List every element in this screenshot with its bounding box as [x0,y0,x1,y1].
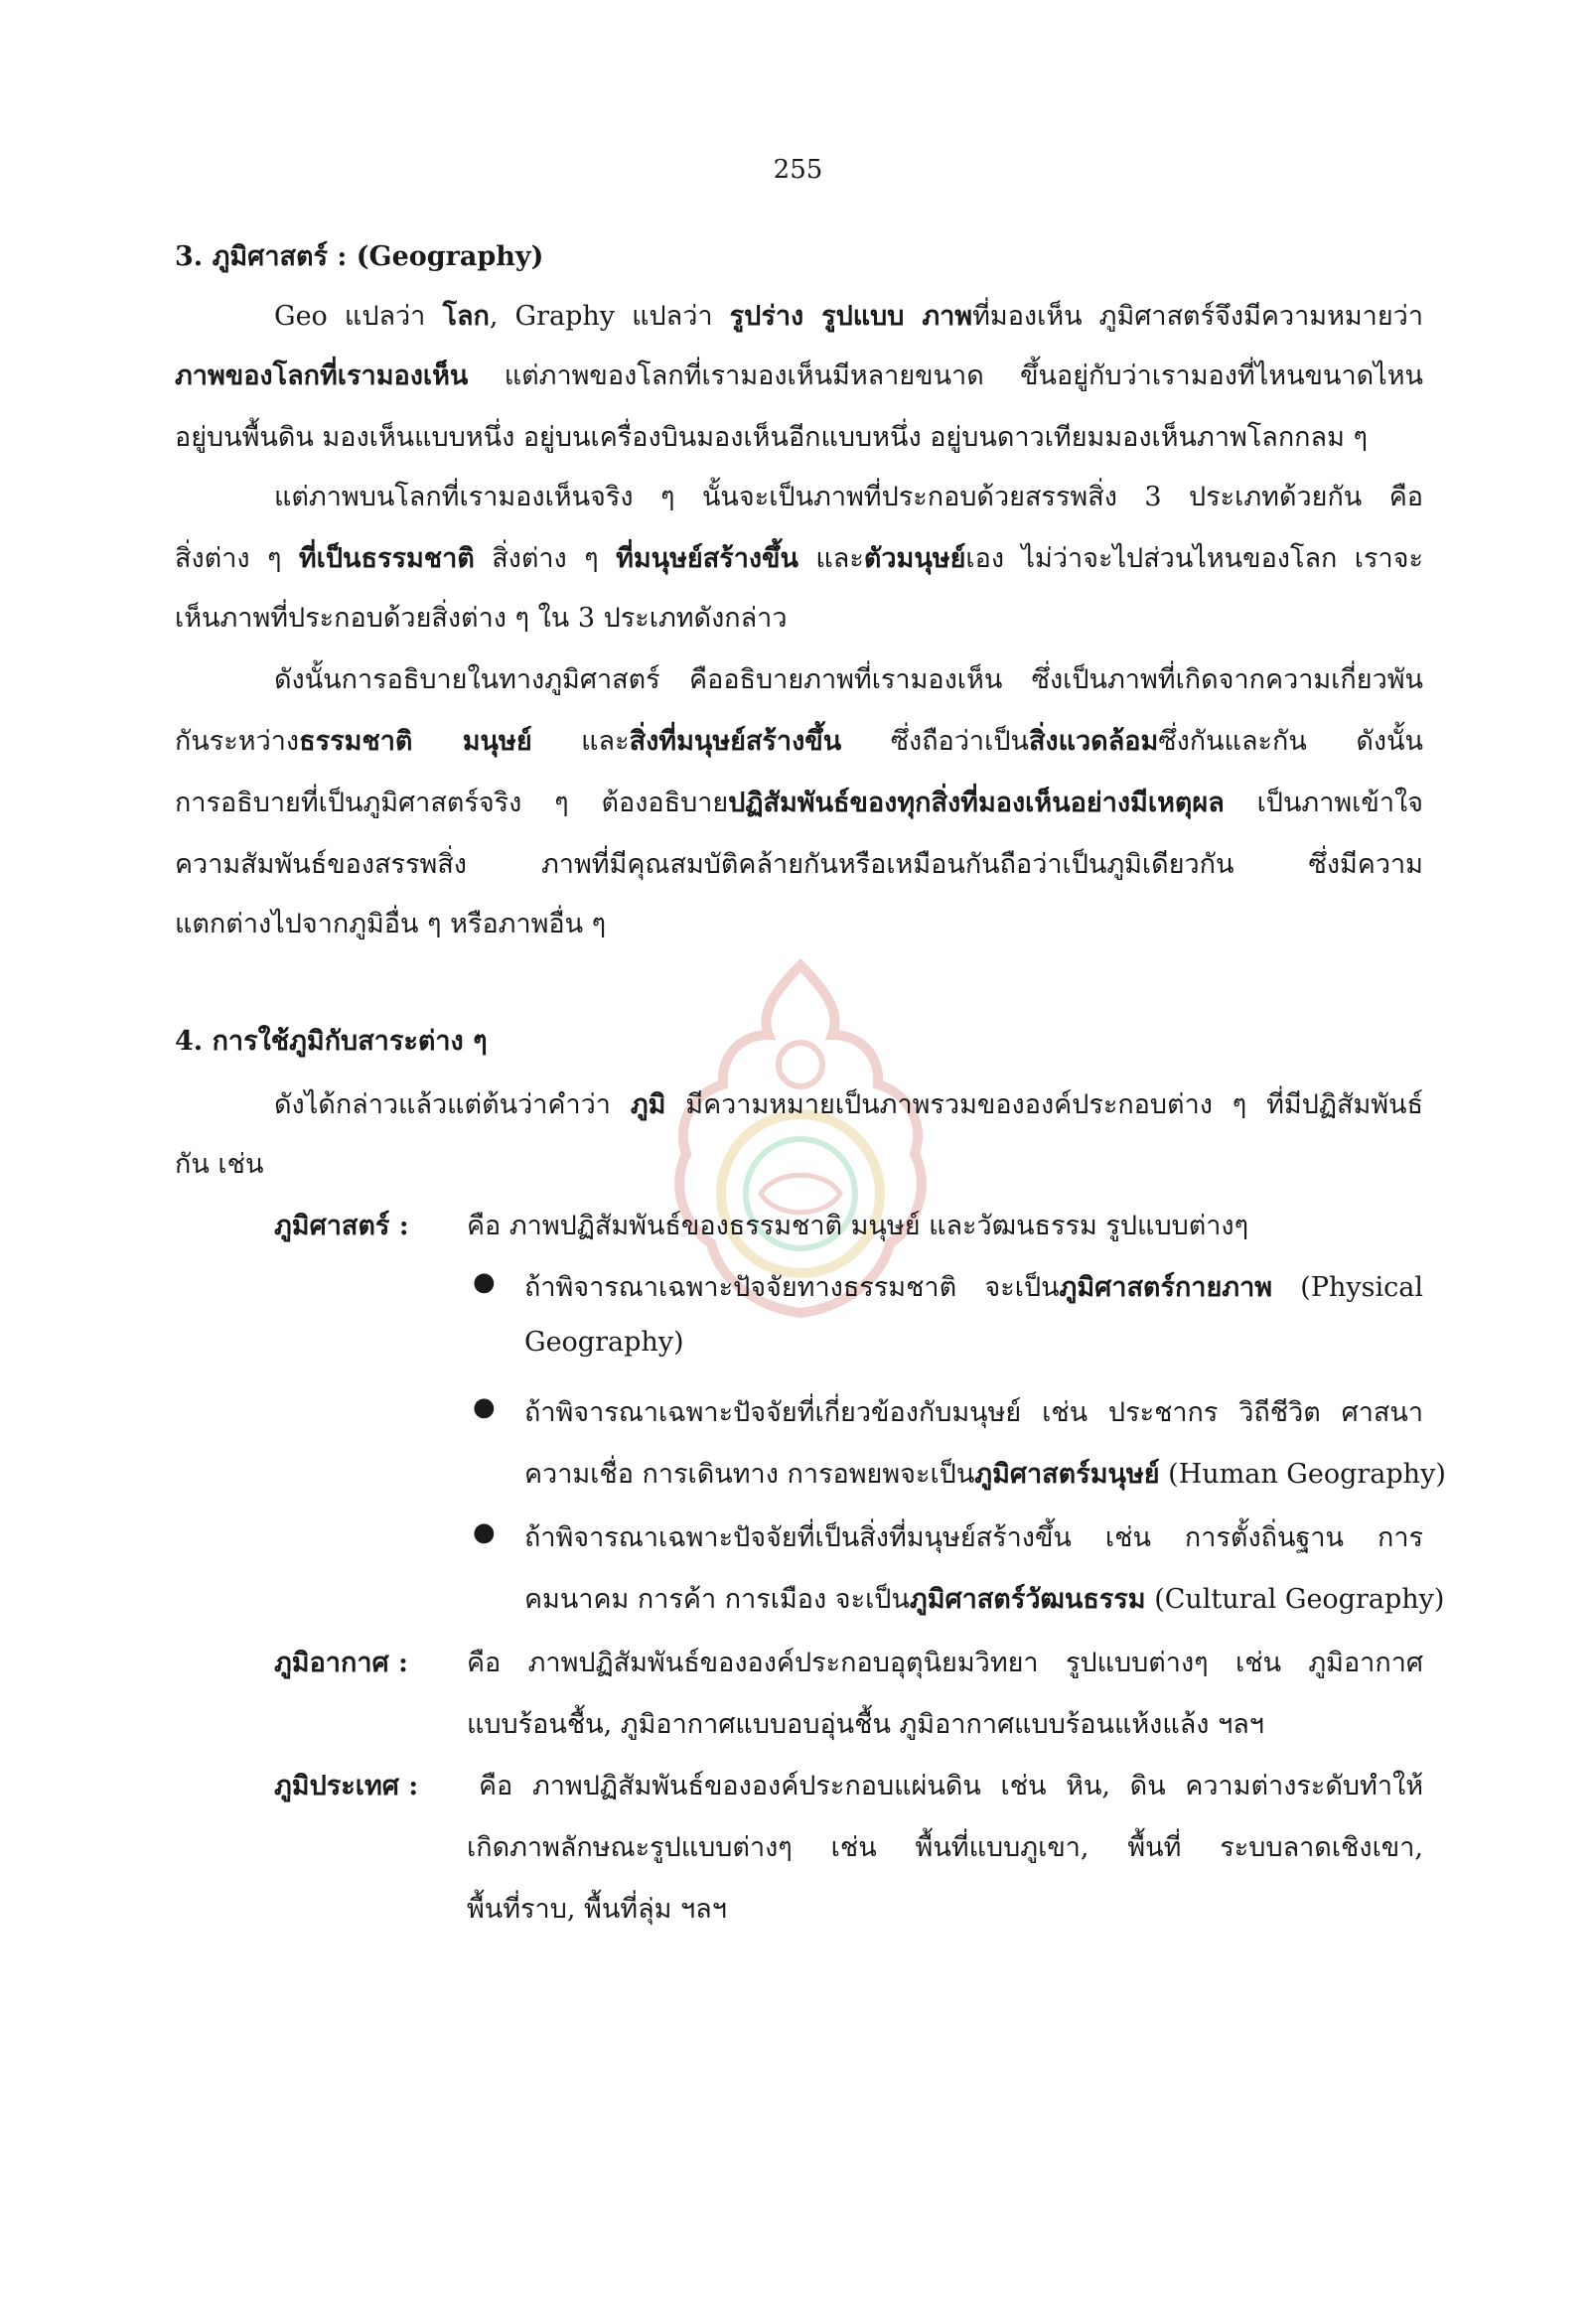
bold-text-run: โลก [442,301,490,332]
bold-text-run: ภูมิศาสตร์กายภาพ [1059,1272,1273,1303]
text-run: ที่มองเห็น ภูมิศาสตร์จึงมีความหมายว่า [972,301,1423,332]
text-run: (Human Geography) [1159,1459,1446,1490]
text-run: (Cultural Geography) [1145,1584,1445,1615]
bold-text-run: ภูมิ [630,1089,666,1120]
climate-line1: คือ ภาพปฏิสัมพันธ์ขององค์ประกอบอุตุนิยมวิทยา รูปแบบต่างๆ เช่น ภูมิอากาศ [467,1648,1423,1678]
bold-text-run: สิ่งที่มนุษย์สร้างขึ้น [629,726,842,757]
text-run: สิ่งต่าง ๆ [175,543,299,574]
text-run: ดังได้กล่าวแล้วแต่ต้นว่าคำว่า [274,1089,631,1120]
page-number: 255 [773,155,823,185]
term-geography: ภูมิศาสตร์ : [274,1211,409,1241]
text-run: การอธิบายที่เป็นภูมิศาสตร์จริง ๆ ต้องอธิบาย [175,788,729,818]
text-run: สิ่งต่าง ๆ [474,543,617,574]
text-run: ความเชื่อ การเดินทาง การอพยพจะเป็น [524,1459,975,1490]
text-run: และ [798,543,864,574]
bold-text-run: ธรรมชาติ มนุษย์ [299,726,532,757]
section-3-p1-line2 [175,354,1423,396]
section-4-intro-line1 [274,1082,1423,1125]
section-3-p3-line1: ดังนั้นการอธิบายในทางภูมิศาสตร์ คืออธิบายภาพที่เรามองเห็น ซึ่งเป็นภาพที่เกิดจากความเกี่ยวพัน [274,664,1423,695]
geography-definition: คือ ภาพปฏิสัมพันธ์ของธรรมชาติ มนุษย์ และวัฒนธรรม รูปแบบต่างๆ [467,1211,1249,1241]
section-3-p1-line3: อยู่บนพื้นดิน มองเห็นแบบหนึ่ง อยู่บนเครื่องบินมองเห็นอีกแบบหนึ่ง อยู่บนดาวเทียมมองเห็นภาพโลกกลม ๆ [175,422,1368,453]
bold-text-run: ที่มนุษย์สร้างขึ้น [616,543,798,574]
section-3-p3-line5: แตกต่างไปจากภูมิอื่น ๆ หรือภาพอื่น ๆ [175,909,607,939]
bold-text-run: สิ่งแวดล้อม [1028,726,1159,757]
text-run: เอง ไม่ว่าจะไปส่วนไหนของโลก เราจะ [965,543,1423,574]
geography-bullet1-line2: Geography) [524,1327,684,1358]
text-run: , Graphy แปลว่า [489,301,730,332]
section-3-p2-line1: แต่ภาพบนโลกที่เรามองเห็นจริง ๆ นั้นจะเป็นภาพที่ประกอบด้วยสรรพสิ่ง 3 ประเภทด้วยกัน คือ [274,482,1423,512]
text-run: แต่ภาพของโลกที่เรามองเห็นมีหลายขนาด ขึ้นอยู่กับว่าเรามองที่ไหนขนาดไหน [468,360,1423,391]
text-run: Geo แปลว่า [274,301,443,332]
geography-bullet2-line1: ถ้าพิจารณาเฉพาะปัจจัยที่เกี่ยวข้องกับมนุษย์ เช่น ประชากร วิถีชีวิต ศาสนา [524,1397,1423,1428]
section-3-p3-line2 [175,719,1423,762]
section-3-p3-line3 [175,781,1423,823]
section-3-p2-line2 [175,536,1423,579]
section-4-heading: 4. การใช้ภูมิกับสาระต่าง ๆ [175,1026,488,1057]
bold-text-run: ภูมิศาสตร์มนุษย์ [974,1459,1160,1490]
geography-bullet2-line2 [524,1452,1446,1495]
bullet-icon: ● [473,1267,496,1297]
text-run: คมนาคม การค้า การเมือง จะเป็น [524,1584,910,1615]
term-climate: ภูมิอากาศ : [274,1648,408,1678]
section-3-p1-line1 [274,294,1423,337]
bullet-icon: ● [473,1392,496,1422]
bold-text-run: ภาพของโลกที่เรามองเห็น [175,360,469,391]
section-3-p3-line4: ความสัมพันธ์ของสรรพสิ่ง ภาพที่มีคุณสมบัติคล้ายกันหรือเหมือนกันถือว่าเป็นภูมิเดียวกัน ซึ่งมีความ [175,849,1423,880]
text-run: ซึ่งกันและกัน ดังนั้น [1158,726,1423,757]
geography-bullet1-line1 [524,1265,1423,1308]
text-run: มีความหมายเป็นภาพรวมขององค์ประกอบต่าง ๆ ที่มีปฏิสัมพันธ์ [665,1089,1423,1120]
terrain-line3: พื้นที่ราบ, พื้นที่ลุ่ม ฯลฯ [467,1894,727,1925]
terrain-line1: คือ ภาพปฏิสัมพันธ์ขององค์ประกอบแผ่นดิน เช่น หิน, ดิน ความต่างระดับทำให้ [479,1771,1423,1801]
bold-text-run: ปฏิสัมพันธ์ของทุกสิ่งที่มองเห็นอย่างมีเหตุผล [728,788,1225,818]
terrain-line2: เกิดภาพลักษณะรูปแบบต่างๆ เช่น พื้นที่แบบภูเขา, พื้นที่ ระบบลาดเชิงเขา, [467,1832,1423,1863]
bold-text-run: ภูมิศาสตร์วัฒนธรรม [909,1584,1146,1615]
climate-line2: แบบร้อนชื้น, ภูมิอากาศแบบอบอุ่นชื้น ภูมิอากาศแบบร้อนแห้งแล้ง ฯลฯ [467,1709,1264,1740]
bullet-icon: ● [473,1517,496,1547]
section-4-intro-line2: กัน เช่น [175,1149,264,1180]
term-terrain: ภูมิประเทศ : [274,1771,419,1801]
geography-bullet3-line1: ถ้าพิจารณาเฉพาะปัจจัยที่เป็นสิ่งที่มนุษย์สร้างขึ้น เช่น การตั้งถิ่นฐาน การ [524,1522,1423,1553]
text-run: (Physical [1272,1272,1423,1303]
text-run: ซึ่งถือว่าเป็น [841,726,1029,757]
bold-text-run: รูปร่าง รูปแบบ ภาพ [729,301,973,332]
section-3-p2-line3: เห็นภาพที่ประกอบด้วยสิ่งต่าง ๆ ใน 3 ประเภทดังกล่าว [175,603,788,634]
bold-text-run: ตัวมนุษย์ [863,543,966,574]
text-run: และ [531,726,630,757]
section-3-heading: 3. ภูมิศาสตร์ : (Geography) [175,241,544,272]
text-run: กันระหว่าง [175,726,300,757]
geography-bullet3-line2 [524,1577,1444,1620]
bold-text-run: ที่เป็นธรรมชาติ [298,543,475,574]
text-run: ถ้าพิจารณาเฉพาะปัจจัยทางธรรมชาติ จะเป็น [524,1272,1060,1303]
text-run: เป็นภาพเข้าใจ [1224,788,1424,818]
